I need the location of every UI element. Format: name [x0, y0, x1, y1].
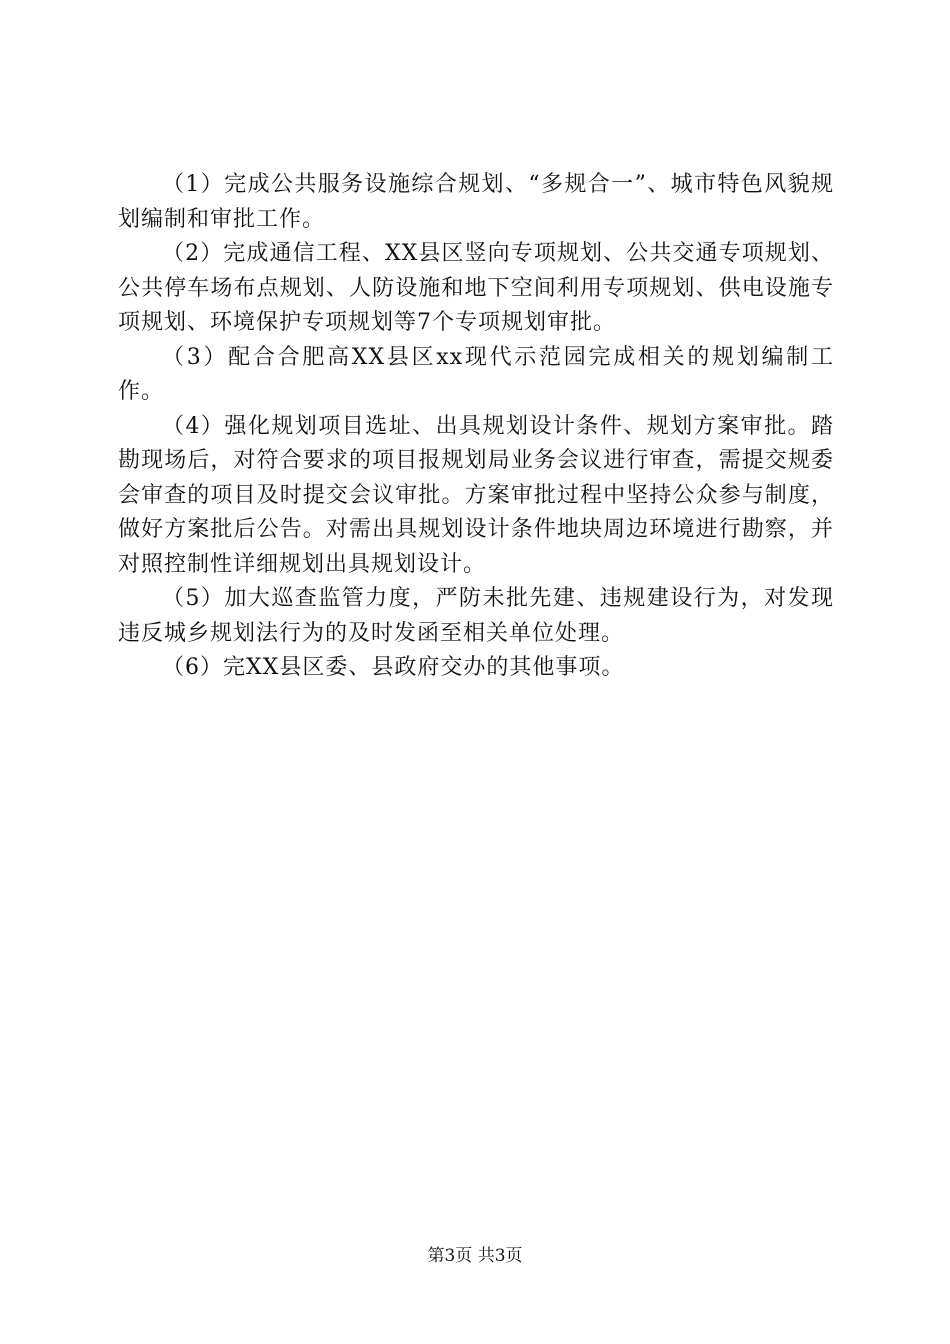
- paragraph-6: （6）完XX县区委、县政府交办的其他事项。: [162, 655, 625, 680]
- paragraph-3: （3）配合合肥高XX县区xx现代示范园完成相关的规划编制工作。: [118, 344, 834, 404]
- paragraph-4: （4）强化规划项目选址、出具规划设计条件、规划方案审批。踏勘现场后，对符合要求的项目报规划局业务会议进行审查，需提交规委会审查的项目及时提交会议审批。方案审批过程中坚持公众参与制度，做好方案批后公告。对需出具规划设计条件地块周边环境进行勘察，并对照控制性详细规划出具规划设计。: [118, 413, 834, 577]
- paragraph-1: （1）完成公共服务设施综合规划、“多规合一”、城市特色风貌规划编制和审批工作。: [118, 172, 834, 232]
- document-body: [118, 168, 834, 686]
- page-footer: 第3页 共3页: [427, 1246, 523, 1266]
- paragraph-2: （2）完成通信工程、XX县区竖向专项规划、公共交通专项规划、公共停车场布点规划、人防设施和地下空间利用专项规划、供电设施专项规划、环境保护专项规划等7个专项规划审批。: [118, 241, 834, 335]
- paragraph-5: （5）加大巡查监管力度，严防未批先建、违规建设行为，对发现违反城乡规划法行为的及时发函至相关单位处理。: [118, 586, 834, 646]
